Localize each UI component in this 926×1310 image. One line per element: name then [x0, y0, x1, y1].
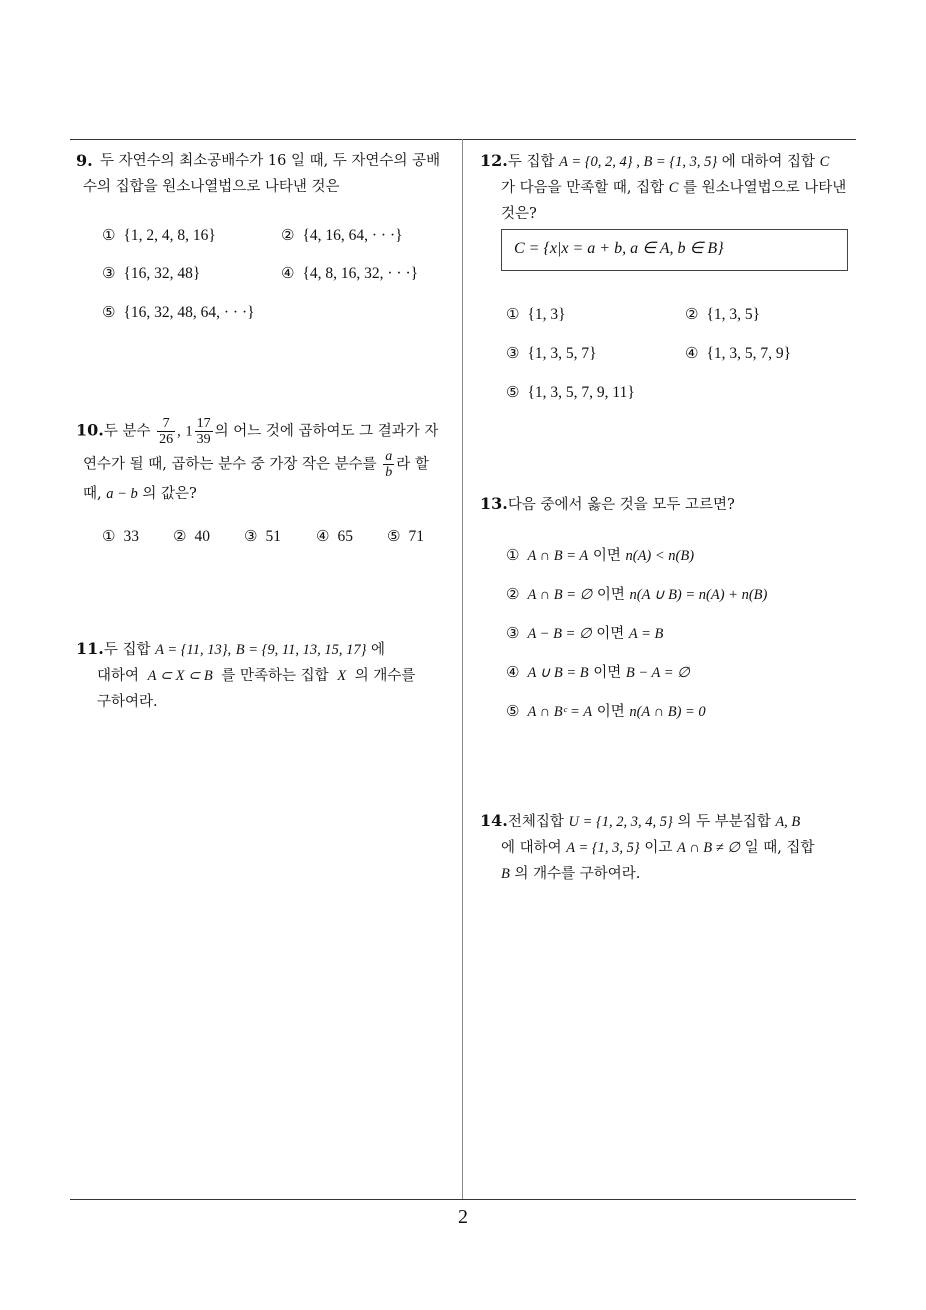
choice-value: {4, 16, 64, · · ·}: [302, 227, 403, 244]
choice-4[interactable]: [281, 264, 418, 283]
choice-3[interactable]: [244, 527, 281, 546]
question-line: 수의 집합을 원소나열법으로 나타낸 것은: [83, 179, 340, 195]
numerator: 17: [196, 416, 211, 431]
choice-value: {16, 32, 48}: [123, 265, 201, 282]
choice-value: {1, 2, 4, 8, 16}: [123, 227, 216, 244]
choice-4[interactable]: [316, 527, 353, 546]
choice-marker: ③: [244, 527, 258, 545]
math-expression: U = {1, 2, 3, 4, 5}: [568, 814, 673, 830]
choice-value: {1, 3, 5, 7}: [527, 345, 597, 362]
choice-value: 33: [123, 528, 139, 545]
question-13: [480, 491, 860, 518]
question-text: 의 개수를 구하여라.: [514, 866, 641, 882]
choice-1[interactable]: [506, 305, 566, 324]
choice-text: 이면: [596, 626, 625, 642]
choice-3[interactable]: [506, 344, 597, 363]
math-expression: A ∪ B = B: [527, 665, 589, 681]
choice-marker: ③: [102, 264, 116, 282]
math-expression: B − A = ∅: [625, 665, 690, 681]
choice-1[interactable]: [102, 226, 216, 245]
choice-3[interactable]: [506, 622, 663, 643]
question-number: 9.: [76, 151, 93, 170]
choice-value: {4, 8, 16, 32, · · ·}: [302, 265, 419, 282]
math-expression: A ∩ Bᶜ = A: [527, 704, 593, 720]
choice-marker: ②: [685, 305, 699, 323]
question-text: 연수가 될 때, 곱하는 분수 중 가장 작은 분수를: [83, 456, 377, 473]
choice-value: 65: [337, 528, 353, 545]
choice-value: {1, 3, 5, 7, 9, 11}: [527, 384, 635, 401]
choice-marker: ③: [506, 344, 520, 362]
choice-5[interactable]: [506, 383, 635, 402]
choice-2[interactable]: [173, 527, 210, 546]
comma: ,: [227, 642, 232, 658]
question-text: 때,: [83, 486, 102, 502]
question-text: 일 때, 집합: [744, 840, 815, 856]
math-expression: X: [337, 668, 347, 684]
choice-value: {1, 3, 5}: [706, 306, 761, 323]
choice-value: 51: [265, 528, 281, 545]
math-expression: A ∩ B = ∅: [527, 587, 593, 603]
question-text: 에 대하여: [501, 840, 562, 856]
math-expression: A = {11, 13}: [155, 642, 228, 658]
question-text: 를 만족하는 집합: [221, 668, 329, 684]
question-text: 두 집합: [507, 154, 555, 170]
math-expression: n(A) < n(B): [625, 548, 695, 564]
question-number: 13.: [480, 494, 508, 513]
question-text: 두 분수: [103, 423, 151, 440]
math-expression: a − b: [106, 486, 138, 502]
denominator: b: [385, 465, 393, 480]
fraction: [157, 416, 175, 447]
question-text: 에: [371, 642, 386, 658]
denominator: 39: [196, 432, 211, 447]
question-text: 를 원소나열법으로 나타낸: [683, 180, 847, 196]
choice-value: {1, 3}: [527, 306, 566, 323]
math-expression: A ∩ B ≠ ∅: [676, 840, 740, 856]
choice-value: {1, 3, 5, 7, 9}: [706, 345, 792, 362]
math-expression: B: [501, 866, 510, 882]
fraction: [195, 416, 213, 447]
question-9: [76, 148, 456, 200]
question-text: 두 집합: [103, 642, 151, 658]
choice-value: 71: [408, 528, 424, 545]
choice-marker: ⑤: [506, 702, 520, 720]
question-number: 10.: [76, 420, 104, 440]
question-text: 가 다음을 만족할 때, 집합: [501, 180, 665, 196]
condition-box: C = {x|x = a + b, a ∈ A, b ∈ B}: [501, 229, 848, 271]
fraction: [383, 449, 394, 480]
choice-text: 이면: [592, 548, 621, 564]
question-text: 것은?: [501, 206, 537, 222]
choice-text: 이면: [596, 587, 625, 603]
question-text: [76, 148, 456, 174]
question-text: 구하여라.: [97, 694, 158, 710]
question-10: [76, 416, 461, 508]
bottom-rule: [70, 1199, 856, 1200]
choice-marker: ②: [281, 226, 295, 244]
math-expression: A = {1, 3, 5}: [566, 840, 640, 856]
question-text: 의 값은?: [142, 486, 197, 502]
math-expression: n(A ∩ B) = 0: [629, 704, 706, 720]
page-number: 2: [458, 1206, 468, 1228]
question-number: 12.: [480, 151, 508, 170]
question-line: 두 자연수의 최소공배수가 16 일 때, 두 자연수의 공배: [100, 153, 441, 169]
question-14: [480, 808, 865, 887]
math-expression: A − B = ∅: [527, 626, 592, 642]
choice-3[interactable]: [102, 264, 200, 283]
math-expression: n(A ∪ B) = n(A) + n(B): [629, 587, 768, 603]
numerator: a: [385, 449, 393, 464]
math-expression: A = {0, 2, 4} , B = {1, 3, 5}: [559, 154, 718, 170]
math-expression: A ⊂ X ⊂ B: [147, 668, 213, 684]
math-expression: A = B: [628, 626, 664, 642]
choice-marker: ⑤: [387, 527, 401, 545]
question-text: 의 어느 것에 곱하여도 그 결과가 자: [214, 423, 439, 440]
mixed-whole: 1: [185, 423, 193, 440]
question-text: 라 할: [396, 456, 429, 473]
choice-5[interactable]: [506, 700, 706, 721]
denominator: 26: [159, 432, 174, 447]
choice-marker: ①: [102, 226, 116, 244]
question-text: 의 두 부분집합: [677, 814, 771, 830]
math-expression: B = {9, 11, 13, 15, 17}: [235, 642, 367, 658]
choice-marker: ①: [506, 305, 520, 323]
comma: ,: [177, 423, 181, 440]
choice-1[interactable]: [102, 527, 139, 546]
choice-marker: ①: [102, 527, 116, 545]
numerator: 7: [157, 416, 175, 432]
choice-marker: ④: [506, 663, 520, 681]
choice-marker: ⑤: [506, 383, 520, 401]
choice-text: 이면: [593, 665, 622, 681]
question-text: 대하여: [97, 668, 140, 684]
choice-marker: ④: [281, 264, 295, 282]
choice-marker: ⑤: [102, 303, 116, 321]
question-text: 에 대하여 집합: [721, 154, 816, 170]
choice-1[interactable]: [506, 544, 694, 565]
question-number: 11.: [76, 639, 104, 658]
choice-marker: ①: [506, 546, 520, 564]
choice-marker: ②: [173, 527, 187, 545]
question-text: 이고: [644, 840, 673, 856]
math-expression: A ∩ B = A: [527, 548, 589, 564]
math-expression: C: [668, 180, 679, 196]
question-12: [480, 148, 860, 227]
choice-marker: ③: [506, 624, 520, 642]
choice-text: 이면: [596, 704, 625, 720]
choice-value: 40: [194, 528, 210, 545]
choice-value: {16, 32, 48, 64, · · ·}: [123, 304, 255, 321]
choice-2[interactable]: [685, 305, 760, 324]
choice-5[interactable]: [102, 303, 255, 322]
question-text: 전체집합: [507, 814, 564, 830]
choice-marker: ②: [506, 585, 520, 603]
question-11: [76, 636, 461, 715]
question-text: 다음 중에서 옳은 것을 모두 고르면?: [507, 497, 735, 513]
column-divider: [462, 139, 463, 1200]
choice-marker: ④: [685, 344, 699, 362]
choice-2[interactable]: [506, 583, 767, 604]
choice-4[interactable]: [685, 344, 791, 363]
choice-5[interactable]: [387, 527, 424, 546]
choice-2[interactable]: [281, 226, 403, 245]
choice-marker: ④: [316, 527, 330, 545]
math-expression: C: [819, 154, 830, 170]
choice-4[interactable]: [506, 661, 690, 682]
question-text: 의 개수를: [354, 668, 416, 684]
math-expression: A, B: [775, 814, 801, 830]
question-number: 14.: [480, 811, 508, 830]
